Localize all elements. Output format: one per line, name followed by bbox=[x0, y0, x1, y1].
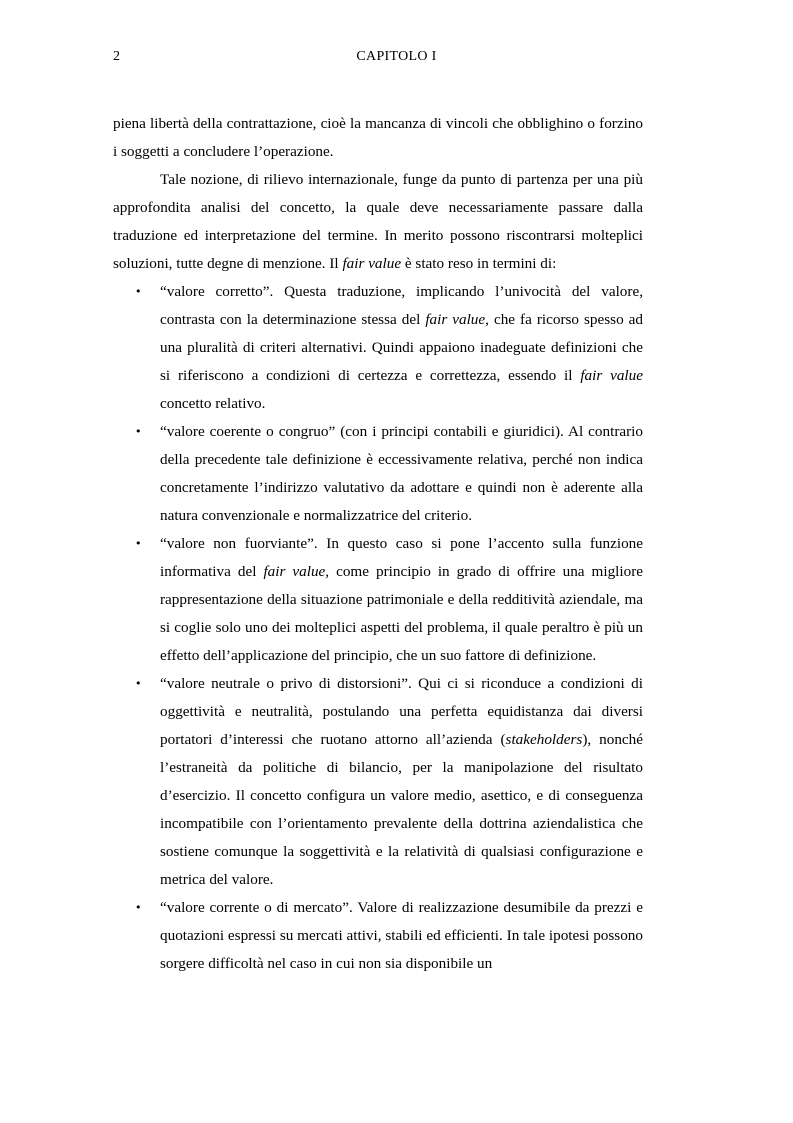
bullet-icon: • bbox=[135, 285, 142, 298]
paragraph-intro bbox=[113, 166, 643, 278]
list-item-text: , che fa ricorso spesso ad una pluralità di criteri alternativi. Quindi appaiono inadeguate definizioni che si riferiscono a condizioni di certezza e correttezza, essendo il bbox=[160, 311, 643, 384]
body-text bbox=[113, 110, 643, 978]
paragraph-continuation bbox=[113, 110, 643, 166]
paragraph-text: piena libertà della contrattazione, cioè la mancanza di vincoli che obblighino o forzino i soggetti a concludere l’operazione. bbox=[113, 115, 643, 160]
italic-term: fair value bbox=[342, 255, 402, 272]
bullet-icon: • bbox=[135, 901, 142, 914]
list-item bbox=[113, 278, 643, 418]
list-item-text: “valore coerente o congruo” (con i principi contabili e giuridici). Al contrario della precedente tale definizione è eccessivamente relativa, perché non indica concretamente l’indirizzo valutativo da adottare e quindi non è aderente alla natura convenzionale e normalizzatrice del criterio. bbox=[160, 423, 643, 524]
list-item-text: “valore neutrale o privo di distorsioni”. Qui ci si riconduce a condizioni di oggettività e neutralità, postulando una perfetta equidistanza dai diversi portatori d’interessi che ruotano attorno all’azienda ( bbox=[160, 675, 643, 748]
paragraph-text: è stato reso in termini di: bbox=[401, 255, 557, 272]
list-item-text: , come principio in grado di offrire una migliore rappresentazione della situazione patrimoniale e della redditività aziendale, ma si coglie solo uno dei molteplici aspetti del problema, il quale peraltro è più un effetto dell’applicazione del principio, che un suo fattore di definizione. bbox=[160, 563, 643, 664]
bullet-icon: • bbox=[135, 677, 142, 690]
list-item-text: “valore non fuorviante”. In questo caso si pone l’accento sulla funzione informativa del bbox=[160, 535, 643, 580]
italic-term: fair value bbox=[263, 563, 326, 580]
italic-term: stakeholders bbox=[505, 731, 583, 748]
bullet-icon: • bbox=[135, 425, 142, 438]
bullet-icon: • bbox=[135, 537, 142, 550]
italic-term: fair value bbox=[580, 367, 643, 384]
paragraph-text: Tale nozione, di rilievo internazionale, funge da punto di partenza per una più approfondita analisi del concetto, la quale deve necessariamente passare dalla traduzione ed interpretazione del termine. In merito possono riscontrarsi molteplici soluzioni, tutte degne di menzione. Il bbox=[113, 171, 643, 272]
running-header: CAPITOLO I bbox=[356, 49, 437, 64]
list-item-text: ), nonché l’estraneità da politiche di bilancio, per la manipolazione del risultato d’esercizio. Il concetto configura un valore medio, asettico, e di conseguenza incompatibile con l’orientamento prevalente della dottrina aziendalistica che sostiene comunque la soggettività e la relatività di qualsiasi configurazione e metrica del valore. bbox=[160, 731, 643, 888]
bullet-list bbox=[113, 278, 643, 978]
list-item bbox=[113, 670, 643, 894]
list-item bbox=[113, 894, 643, 978]
list-item bbox=[113, 530, 643, 670]
list-item-text: “valore corretto”. Questa traduzione, implicando l’univocità del valore, contrasta con la determinazione stessa del bbox=[160, 283, 643, 328]
page-number: 2 bbox=[113, 49, 120, 64]
italic-term: fair value bbox=[425, 311, 486, 328]
list-item-text: “valore corrente o di mercato”. Valore di realizzazione desumibile da prezzi e quotazioni espressi su mercati attivi, stabili ed efficienti. In tale ipotesi possono sorgere difficoltà nel caso in cui non sia disponibile un bbox=[160, 899, 643, 972]
list-item bbox=[113, 418, 643, 530]
list-item-text: concetto relativo. bbox=[160, 395, 266, 412]
